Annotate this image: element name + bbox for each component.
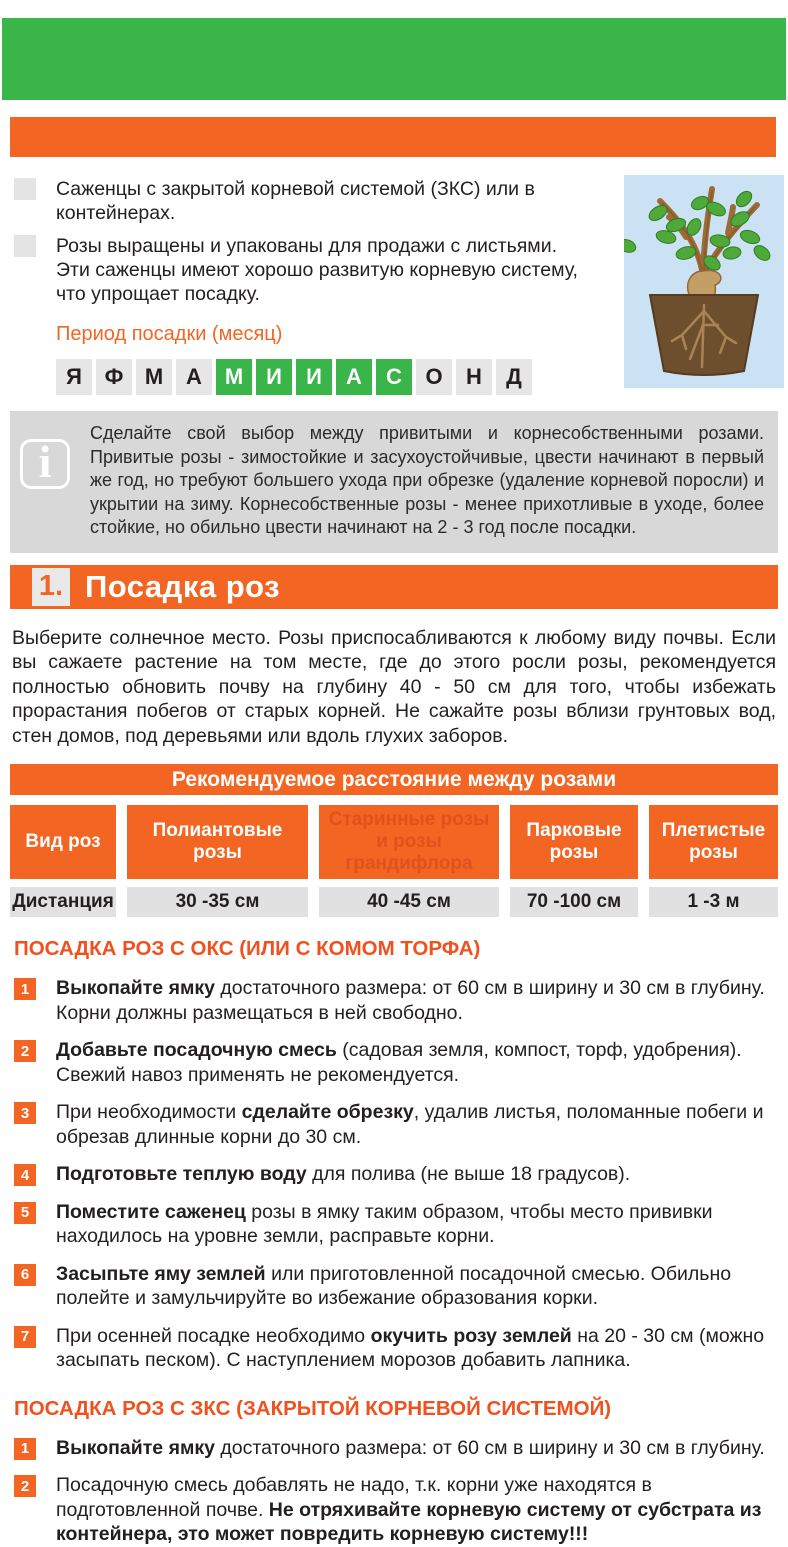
table-header-cell: Старинные розы и розы грандифлора — [319, 805, 499, 879]
step-item — [14, 976, 780, 1025]
bullet-item — [14, 177, 586, 225]
section-number-box: 1. — [32, 568, 70, 606]
bullet-text: Саженцы с закрытой корневой системой (ЗКС) или в контейнерах. — [56, 178, 535, 224]
table-data-cell: 1 -3 м — [649, 887, 778, 917]
bullet-list — [14, 177, 586, 306]
step-item — [14, 1100, 780, 1149]
zks-section-heading: ПОСАДКА РОЗ С ЗКС (ЗАКРЫТОЙ КОРНЕВОЙ СИСТЕМОЙ) — [14, 1396, 612, 1420]
top-green-banner — [2, 18, 786, 100]
step-item — [14, 1436, 780, 1461]
table-header-cell: Парковые розы — [510, 805, 638, 879]
bullet-text: Розы выращены и упакованы для продажи с листьями. Эти саженцы имеют хорошо развитую корневую систему, что упрощает посадку. — [56, 235, 578, 305]
step-number-badge: 6 — [14, 1264, 36, 1286]
oks-section-heading: ПОСАДКА РОЗ С ОКС (ИЛИ С КОМОМ ТОРФА) — [14, 937, 481, 960]
step-text: Подготовьте теплую воду для полива (не выше 18 градусов). — [56, 1163, 631, 1185]
step-number-badge: 2 — [14, 1040, 36, 1062]
planting-period-heading: Период посадки (месяц) — [56, 323, 283, 345]
step-number-badge: 7 — [14, 1326, 36, 1348]
info-box — [10, 411, 778, 553]
section-intro-paragraph: Выберите солнечное место. Розы приспосабливаются к любому виду почвы. Если вы сажаете растение на том месте, где до этого росли розы, рекомендуется полностью обновить почву на глубину 40 - 50 см для того, чтобы избежать прорастания побегов от старых корней. Не сажайте розы вблизи грунтовых вод, стен домов, под деревьями или вдоль глухих заборов. — [12, 626, 776, 747]
month-cell: И — [296, 359, 332, 395]
info-box-text: Сделайте свой выбор между привитыми и корнесобственными розами. Привитые розы - зимостойкие и засухоустойчивые, цвести начинают в первый же год, но требуют большего ухода при обрезке (удаление корневой поросли) и укрытии на зиму. Корнесобственные розы - менее прихотливые в уходе, более стойкие, но обильно цвести начинают на 2 - 3 год после посадки. — [90, 423, 764, 537]
step-text: Добавьте посадочную смесь (садовая земля, компост, торф, удобрения). Свежий навоз применять не рекомендуется. — [56, 1039, 742, 1086]
bullet-square-icon — [14, 235, 36, 257]
leaflet-page — [0, 18, 788, 1547]
info-icon: i — [20, 439, 70, 489]
table-data-cell: 30 -35 см — [127, 887, 308, 917]
month-cell: М — [136, 359, 172, 395]
planting-months-row — [56, 359, 586, 395]
month-cell: А — [336, 359, 372, 395]
month-cell: Д — [496, 359, 532, 395]
section-title: Посадка роз — [85, 568, 281, 604]
month-cell: И — [256, 359, 292, 395]
bullet-square-icon — [14, 178, 36, 200]
table-header-cell: Полиантовые розы — [127, 805, 308, 879]
month-cell: С — [376, 359, 412, 395]
step-text: Засыпьте яму землей или приготовленной посадочной смесью. Обильно полейте и замульчируйте во избежание образования корки. — [56, 1262, 732, 1309]
distance-table-data-row — [10, 887, 778, 917]
rose-sapling-illustration — [624, 175, 784, 388]
step-text: Выкопайте ямку достаточного размера: от 60 см в ширину и 30 см в глубину. — [56, 1436, 765, 1459]
step-item — [14, 1473, 780, 1547]
step-text: При осенней посадке необходимо окучить розу землей на 20 - 30 см (можно засыпать песком). С наступлением морозов добавить лапника. — [56, 1324, 765, 1371]
table-data-cell: 40 -45 см — [319, 887, 499, 917]
step-number-badge: 1 — [14, 978, 36, 1000]
month-cell: Ф — [96, 359, 132, 395]
table-header-cell: Вид роз — [10, 805, 116, 879]
oks-step-list — [0, 976, 788, 1373]
table-data-cell: 70 -100 см — [510, 887, 638, 917]
step-number-badge: 2 — [14, 1475, 36, 1497]
step-item — [14, 1262, 780, 1311]
step-text: Посадочную смесь добавлять не надо, т.к. корни уже находятся в подготовленной почве. Не отряхивайте корневую систему от субстрата из контейнера, это может повредить корневую систему!!! — [56, 1474, 762, 1545]
month-cell: О — [416, 359, 452, 395]
step-text: Выкопайте ямку достаточного размера: от 60 см в ширину и 30 см в глубину. Корни должны размещаться в ней свободно. — [56, 977, 765, 1024]
zks-step-list — [0, 1436, 788, 1547]
step-item — [14, 1324, 780, 1373]
table-header-cell: Плетистые розы — [649, 805, 778, 879]
month-cell: Н — [456, 359, 492, 395]
table-data-cell: Дистанция — [10, 887, 116, 917]
intro-section — [0, 157, 788, 395]
month-cell: Я — [56, 359, 92, 395]
month-cell: М — [216, 359, 252, 395]
month-cell: А — [176, 359, 212, 395]
step-item — [14, 1200, 780, 1249]
top-orange-banner — [10, 117, 776, 157]
distance-table-title: Рекомендуемое расстояние между розами — [10, 764, 778, 795]
bullet-item — [14, 234, 586, 306]
intro-text-column — [14, 177, 586, 395]
step-number-badge: 1 — [14, 1438, 36, 1460]
section-1-header — [10, 565, 778, 609]
step-item — [14, 1162, 780, 1187]
step-number-badge: 4 — [14, 1164, 36, 1186]
step-text: Поместите саженец розы в ямку таким образом, чтобы место прививки находилось на уровне земли, расправьте корни. — [56, 1200, 713, 1247]
step-number-badge: 5 — [14, 1202, 36, 1224]
step-item — [14, 1038, 780, 1087]
step-text: При необходимости сделайте обрезку, удалив листья, поломанные побеги и обрезав длинные корни до 30 см. — [56, 1101, 764, 1148]
rose-sapling-image — [624, 175, 784, 388]
distance-table-header-row — [10, 805, 778, 879]
step-number-badge: 3 — [14, 1102, 36, 1124]
distance-table — [10, 764, 778, 917]
